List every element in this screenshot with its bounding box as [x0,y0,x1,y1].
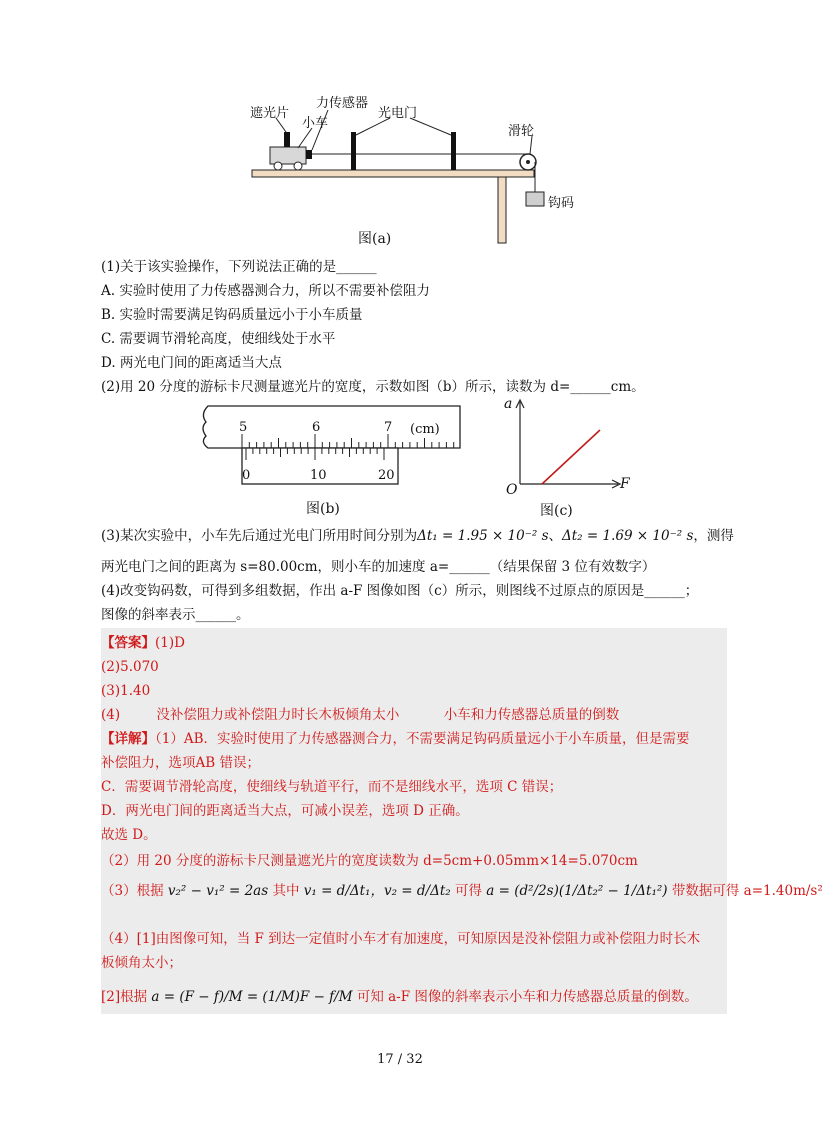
explain-4b: 板倾角太小； [101,955,182,971]
explain-4a: （4）[1]由图像可知，当 F 到达一定值时小车才有加速度，可知原因是没补偿阻力或补偿阻力时长木 [101,931,701,947]
figure-c [500,396,640,520]
question-4-line2: 图像的斜率表示______。 [101,607,250,623]
caliper-drawing [198,402,468,492]
explain-1e: 故选 D。 [101,827,157,843]
explain-3-mid: 其中 [272,883,300,899]
answer-label: 【答案】 [101,635,155,651]
explain-line1 [101,730,690,748]
explain-3-formula1: v₂² − v₁² = 2as [167,883,269,899]
answer-3: (3)1.40 [101,683,151,699]
option-b: B. 实验时需要满足钩码质量远小于小车质量 [101,307,363,323]
question-1: (1)关于该实验操作，下列说法正确的是______ [101,259,377,275]
explain-1a: （1）AB．实验时使用了力传感器测合力，不需要满足钩码质量远小于小车质量，但是需要 [155,731,690,747]
vernier-tick-0: 0 [242,468,251,483]
figure-b [198,402,468,518]
label-weight: 钩码 [548,196,575,211]
label-cart: 小车 [302,116,329,131]
explain-1b: 补偿阻力，选项AB 错误； [101,755,260,771]
option-d: D. 两光电门间的距离适当大点 [101,355,282,371]
label-sensor: 力传感器 [316,96,369,111]
explain-3-pre: （3）根据 [101,883,164,899]
explain-3-mid2: 可得 [454,883,482,899]
unit-cm: (cm) [410,422,440,437]
q3-dt2: Δt₂ = 1.69 × 10⁻² s [562,528,694,544]
caption-b: 图(b) [306,501,340,517]
axis-f-label: F [620,476,630,492]
explain-3 [101,882,823,900]
question-3-line2: 两光电门之间的距离为 s=80.00cm，则小车的加速度 a=______（结果保留 3 位有效数字） [101,559,656,575]
option-a: A. 实验时使用了力传感器测合力，所以不需要补偿阻力 [101,283,430,299]
explain-1d: D．两光电门间的距离适当大点，可减小误差，选项 D 正确。 [101,803,469,819]
explain-3-post: 带数据可得 a=1.40m/s² [671,883,823,899]
question-3-line1 [101,527,734,545]
question-2: (2)用 20 分度的游标卡尺测量遮光片的宽度，示数如图（b）所示，读数为 d=______cm。 [101,379,645,395]
vernier-tick-20: 20 [378,468,395,483]
explain-1c: C．需要调节滑轮高度，使细线与轨道平行，而不是细线水平，选项 C 错误； [101,779,563,795]
main-tick-5: 5 [239,420,248,435]
explain-2: （2）用 20 分度的游标卡尺测量遮光片的宽度读数为 d=5cm+0.05mm×14=5.070cm [101,853,638,869]
explain-3-formula3: a = (d²/2s)(1/Δt₂² − 1/Δt₁²) [486,883,668,899]
explain-4c-post: 可知 a-F 图像的斜率表示小车和力传感器总质量的倒数。 [356,989,698,1005]
answer-4-second: 小车和力传感器总质量的倒数 [443,707,620,723]
explain-4c-formula: a = (F − f)/M = (1/M)F − f/M [151,989,353,1005]
vernier-tick-10: 10 [310,468,327,483]
main-tick-7: 7 [384,420,393,435]
option-c: C. 需要调节滑轮高度，使细线处于水平 [101,331,336,347]
explain-4c [101,988,698,1006]
answer-4-first: 没补偿阻力或补偿阻力时长木板倾角太小 [156,707,400,723]
explain-4c-pre: [2]根据 [101,989,148,1005]
answer-1: (1)D [155,635,185,651]
answer-2: (2)5.070 [101,659,159,675]
q3-sep: 、 [548,528,562,544]
q3-dt1: Δt₁ = 1.95 × 10⁻² s [417,528,549,544]
origin-label: O [506,482,518,498]
answer-line1 [101,634,185,652]
graph-drawing [500,396,640,496]
q3-pre: (3)某次实验中，小车先后通过光电门所用时间分别为 [101,528,418,544]
label-gate: 光电门 [378,106,418,121]
answer-box [101,628,727,1014]
answer-4-num: (4) [101,707,121,723]
caption-a: 图(a) [358,231,392,247]
label-shade: 遮光片 [250,106,290,121]
axis-a-label: a [504,396,513,412]
answer-4 [101,706,619,724]
q3-post: ，测得 [693,528,734,544]
explain-3-formula2: v₁ = d/Δt₁，v₂ = d/Δt₂ [303,883,451,899]
main-tick-6: 6 [312,420,321,435]
caption-c: 图(c) [540,503,573,519]
figure-a [240,90,590,250]
page-number: 17 / 32 [377,1052,423,1067]
question-4-line1: (4)改变钩码数，可得到多组数据，作出 a-F 图像如图（c）所示，则图线不过原点的原因是______； [101,583,699,599]
label-pulley: 滑轮 [508,124,535,139]
explain-label: 【详解】 [101,731,155,747]
